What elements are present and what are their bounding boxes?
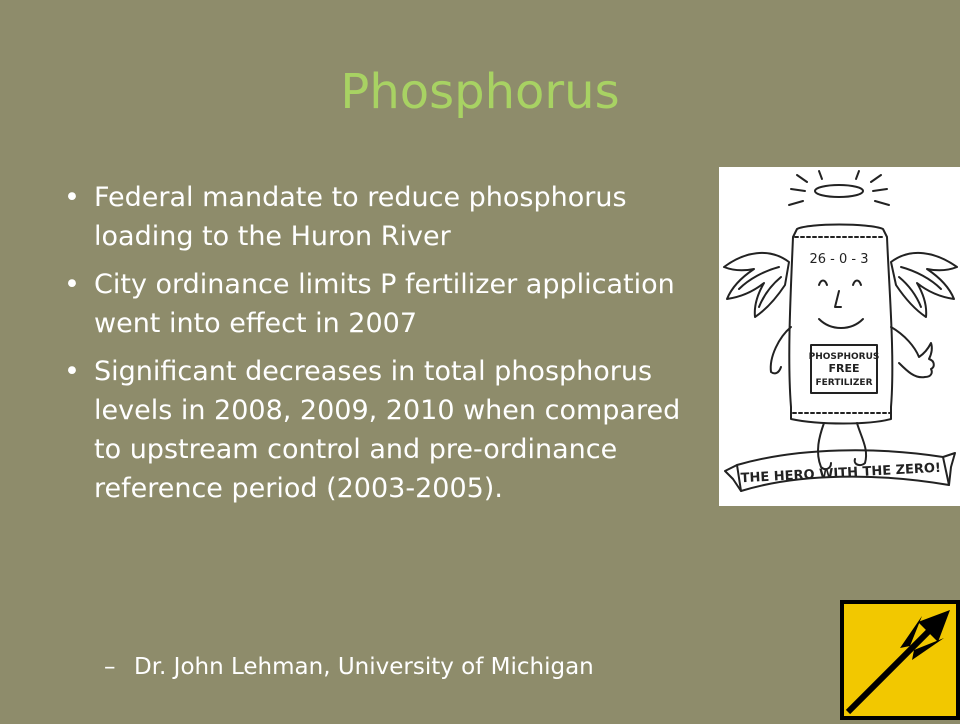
bullet-dot: • [64, 182, 80, 213]
label-line-1: PHOSPHORUS [808, 352, 880, 362]
bag-number: 26 - 0 - 3 [809, 252, 869, 267]
bullet-dot: • [64, 356, 80, 387]
bullet-item [58, 352, 698, 508]
label-line-2: FREE [828, 362, 860, 375]
arrow-logo [840, 600, 960, 720]
fertilizer-hero-cartoon [719, 167, 960, 506]
label-line-3: FERTILIZER [815, 378, 873, 388]
bullet-item [58, 265, 698, 343]
bullet-text: Significant decreases in total phosphorus levels in 2008, 2009, 2010 when compared to upstream control and pre-ordinance reference period (2003-2005). [94, 356, 681, 504]
left-wing-icon [724, 253, 789, 317]
arrow-up-right-icon [840, 600, 960, 720]
bullet-item [58, 178, 698, 256]
banner-text: THE HERO WITH THE ZERO! [740, 460, 942, 487]
attribution [104, 648, 744, 686]
right-wing-icon [891, 253, 957, 317]
sub-bullet-dash: – [104, 654, 116, 680]
bullet-list [58, 178, 698, 517]
halo-icon [815, 185, 863, 197]
fertilizer-bag-illustration [719, 167, 960, 506]
bullet-text: City ordinance limits P fertilizer application went into effect in 2007 [94, 269, 675, 339]
slide-title: Phosphorus [340, 64, 620, 120]
thumbs-up-icon [891, 327, 934, 377]
bullet-dot: • [64, 269, 80, 300]
attribution-text: Dr. John Lehman, University of Michigan [134, 654, 594, 680]
bullet-text: Federal mandate to reduce phosphorus loading to the Huron River [94, 182, 627, 252]
